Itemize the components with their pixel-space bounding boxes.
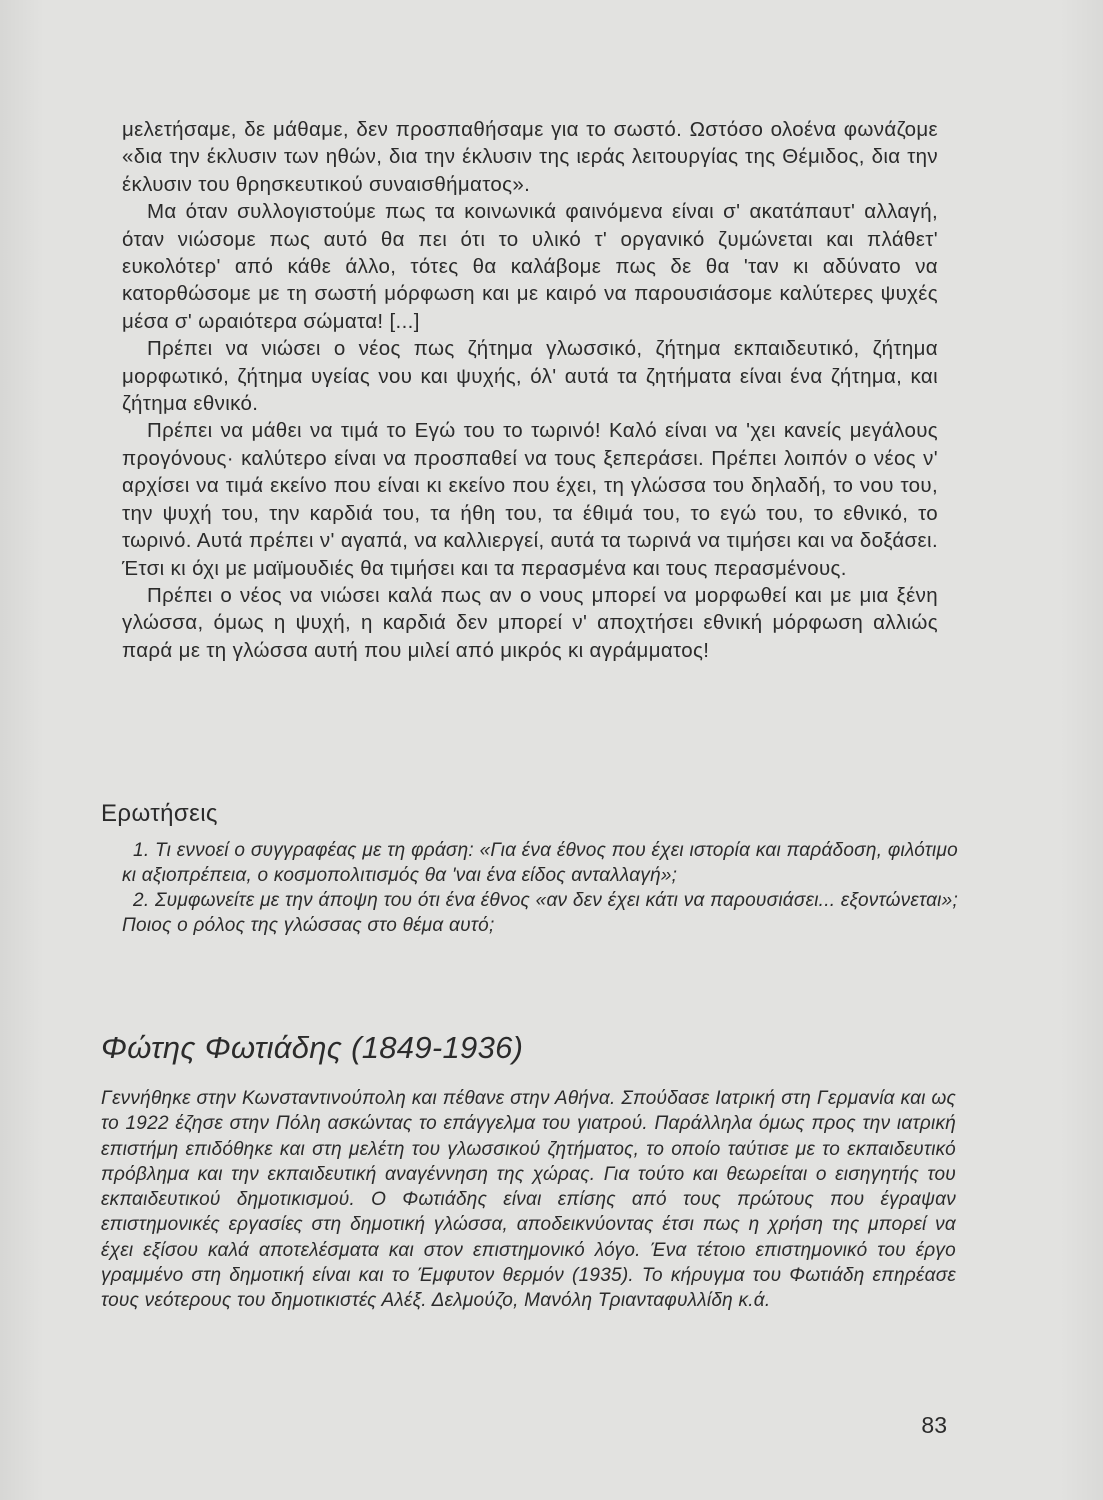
paragraph: μελετήσαμε, δε μάθαμε, δεν προσπαθήσαμε για το σωστό. Ωστόσο ολοένα φωνάζομε «δια την έκλυσιν των ηθών, δια την έκλυσιν της ιεράς λειτουργίας της Θέμιδος, δια την έκλυσιν του θρησκευτικού συναισθήματος».	[122, 118, 938, 196]
page-number: 83	[921, 1412, 947, 1438]
paragraph: Πρέπει να νιώσει ο νέος πως ζήτημα γλωσσικό, ζήτημα εκπαιδευτικό, ζήτημα μορφωτικό, ζήτημα υγείας νου και ψυχής, όλ' αυτά τα ζητήματα είναι ένα ζήτημα, και ζήτημα εθνικό.	[122, 337, 938, 416]
questions-heading: Ερωτήσεις	[101, 800, 218, 827]
question-item: 1. Τι εννοεί ο συγγραφέας με τη φράση: «Για ένα έθνος που έχει ιστορία και παράδοση, φιλότιμο κι αξιοπρέπεια, ο κοσμοπολιτισμός θα 'ναι ένα είδος ανταλλαγή»;	[122, 840, 958, 886]
paragraph: Πρέπει να μάθει να τιμά το Εγώ του το τωρινό! Καλό είναι να 'χει κανείς μεγάλους προγόνους· καλύτερο είναι να προσπαθεί να τους ξεπεράσει. Πρέπει λοιπόν ο νέος ν' αρχίσει να τιμά εκείνο που είναι κι εκείνο που έχει, τη γλώσσα του δηλαδή, το νου του, την ψυχή του, την καρδιά του, τα ήθη του, τα έθιμά του, το εγώ του, το εθνικό, το τωρινό. Αυτά πρέπει ν' αγαπά, να καλλιεργεί, αυτά τα τωρινά να τιμήσει και να δοξάσει. Έτσι κι όχι με μαϊμουδιές θα τιμήσει και τα περασμένα και τους περασμένους.	[122, 419, 938, 580]
main-text	[122, 116, 938, 664]
paragraph: Πρέπει ο νέος να νιώσει καλά πως αν ο νους μπορεί να μορφωθεί και με μια ξένη γλώσσα, όμως η ψυχή, η καρδιά δεν μπορεί ν' αποχτήσει εθνική μόρφωση αλλιώς παρά με τη γλώσσα αυτή που μιλεί από μικρός κι αγράμματος!	[122, 583, 938, 662]
author-heading: Φώτης Φωτιάδης (1849-1936)	[101, 1030, 524, 1065]
paragraph: Μα όταν συλλογιστούμε πως τα κοινωνικά φαινόμενα είναι σ' ακατάπαυτ' αλλαγή, όταν νιώσομε πως αυτό θα πει ότι το υλικό τ' οργανικό ζυμώνεται και πλάθετ' ευκολότερ' από κάθε άλλο, τότες θα καλάβομε πως δε θα 'ταν κι αδύνατο να κατορθώσομε με τη σωστή μόρφωση και με καιρό να παρουσιάσομε καλύτερες ψυχές μέσα σ' ωραιότερα σώματα! [...]	[122, 200, 938, 333]
question-item: 2. Συμφωνείτε με την άποψη του ότι ένα έθνος «αν δεν έχει κάτι να παρουσιάσει... εξοντώνεται»; Ποιος ο ρόλος της γλώσσας στο θέμα αυτό;	[122, 890, 958, 936]
bio-paragraph: Γεννήθηκε στην Κωνσταντινούπολη και πέθανε στην Αθήνα. Σπούδασε Ιατρική στη Γερμανία και ως το 1922 έζησε στην Πόλη ασκώντας το επάγγελμα του γιατρού. Παράλληλα όμως προς την ιατρική επιστήμη επιδόθηκε και στη μελέτη του γλωσσικού ζητήματος, το οποίο ταύτισε με το εκπαιδευτικό πρόβλημα και την εκπαιδευτική αναγέννηση της χώρας. Για τούτο και θεωρείται ο εισηγητής του εκπαιδευτικού δημοτικισμού. Ο Φωτιάδης είναι επίσης από τους πρώτους που έγραψαν επιστημονικές εργασίες στη δημοτική γλώσσα, αποδεικνύοντας έτσι πως η χρήση της μπορεί να έχει εξίσου καλά αποτελέσματα και στον επιστημονικό λόγο. Ένα τέτοιο επιστημονικό του έργο γραμμένο στη δημοτική είναι και το Έμφυτον θερμόν (1935). Το κήρυγμα του Φωτιάδη επηρέασε τους νεότερους του δημοτικιστές Αλέξ. Δελμούζο, Μανόλη Τριανταφυλλίδη κ.ά.	[101, 1088, 956, 1312]
questions-list	[122, 838, 958, 938]
author-bio	[101, 1086, 956, 1314]
